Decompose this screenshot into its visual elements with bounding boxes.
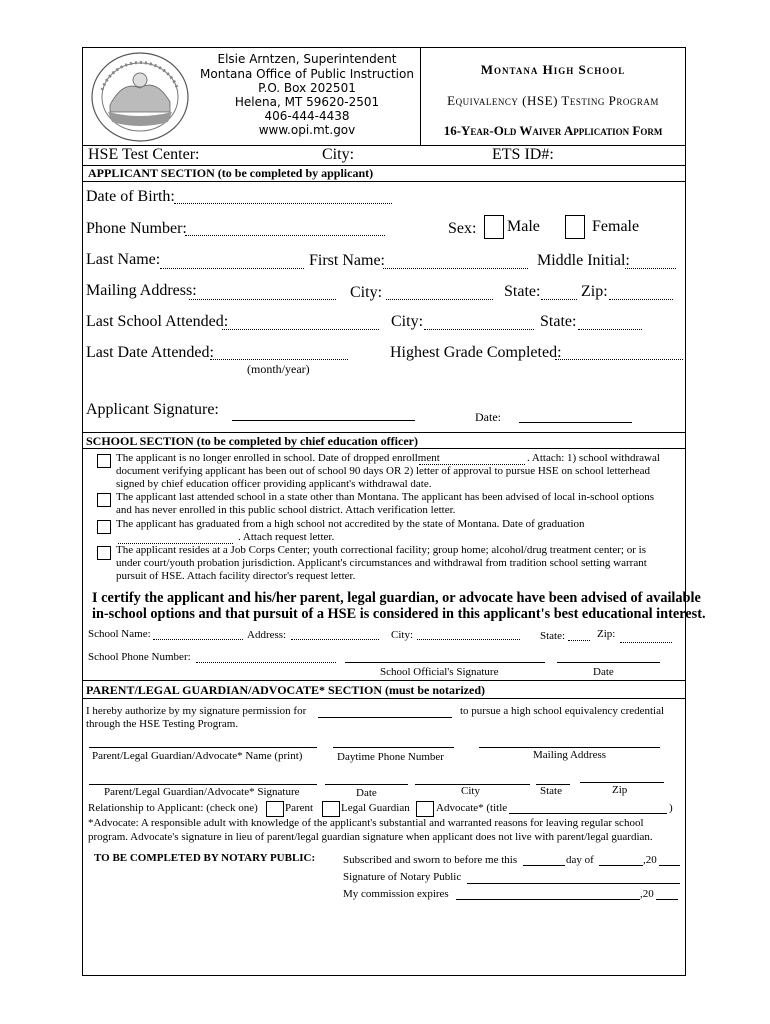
test-center-city-label: City:: [322, 146, 355, 163]
relationship-advocate-checkbox[interactable]: [416, 801, 434, 817]
school-name-label: School Name:: [88, 628, 151, 640]
form-title-line3: 16-Year-Old Waiver Application Form: [443, 123, 663, 138]
school-city-label: City:: [391, 313, 424, 330]
office-website: www.opi.mt.gov: [258, 123, 356, 137]
male-label: Male: [507, 218, 540, 235]
last-date-attended-field[interactable]: [210, 359, 348, 360]
parent-signature-caption: Parent/Legal Guardian/Advocate* Signature: [104, 786, 300, 798]
highest-grade-label: Highest Grade Completed:: [390, 344, 562, 361]
last-date-attended-label: Last Date Attended:: [86, 344, 214, 361]
permission-text-b: to pursue a high school equivalency credential: [460, 705, 665, 717]
advocate-title-close: ): [669, 802, 673, 814]
option-dropped-enrollment-checkbox[interactable]: [97, 454, 111, 468]
notary-signature-field[interactable]: [467, 883, 680, 884]
school-section-heading: SCHOOL SECTION (to be completed by chief education officer): [86, 434, 418, 448]
notary-sworn-text-b: day of: [566, 854, 594, 866]
option1-text-c: document verifying applicant has been out of school 90 days OR 2) letter of approval to pursue HSE on school letterhead: [116, 465, 650, 477]
notary-expires-label: My commission expires: [343, 888, 449, 900]
school-city-field[interactable]: [424, 329, 534, 330]
permission-text-a: I hereby authorize by my signature permission for: [86, 705, 307, 717]
po-box: P.O. Box 202501: [258, 81, 356, 95]
middle-initial-label: Middle Initial:: [537, 252, 630, 269]
permission-student-name-field[interactable]: [318, 717, 452, 718]
official-signature-field[interactable]: [345, 662, 545, 663]
official-signature-caption: School Official's Signature: [380, 666, 499, 678]
mailing-address-label: Mailing Address:: [86, 282, 197, 299]
female-checkbox[interactable]: [565, 215, 585, 239]
option4-text-a: The applicant resides at a Job Corps Center; youth correctional facility; group home; alcohol/drug treatment center; or is: [116, 544, 646, 556]
applicant-signature-label: Applicant Signature:: [86, 401, 219, 418]
sex-label: Sex:: [448, 220, 477, 237]
option4-text-b: under court/youth probation jurisdiction. Applicant's circumstances and withdrawal from tradition school setting warrant: [116, 557, 647, 569]
advocate-note-line1: *Advocate: A responsible adult with knowledge of the applicant's substantial and warranted reasons for leaving regular school: [88, 817, 644, 829]
parent-name-field[interactable]: [89, 747, 317, 748]
school-state-field2[interactable]: [568, 640, 590, 641]
parent-section-top-rule: [82, 680, 686, 681]
parent-phone-field[interactable]: [333, 747, 454, 748]
parent-phone-caption: Daytime Phone Number: [337, 751, 444, 763]
relationship-advocate-label: Advocate* (title: [436, 802, 508, 814]
applicant-date-field[interactable]: [519, 422, 632, 423]
male-checkbox[interactable]: [484, 215, 504, 239]
middle-initial-field[interactable]: [625, 268, 676, 269]
option-non-accredited-checkbox[interactable]: [97, 520, 111, 534]
parent-address-caption: Mailing Address: [533, 749, 607, 761]
parent-zip-caption: Zip: [612, 784, 628, 796]
superintendent-name: Elsie Arntzen, Superintendent: [217, 52, 397, 66]
female-label: Female: [592, 218, 640, 235]
school-zip-label: Zip:: [597, 628, 616, 640]
applicant-date-label: Date:: [475, 410, 501, 424]
relationship-parent-label: Parent: [285, 802, 314, 814]
phone-number-label: Phone Number:: [86, 220, 187, 237]
parent-heading-rule: [82, 698, 686, 699]
relationship-parent-checkbox[interactable]: [266, 801, 284, 817]
parent-address-field[interactable]: [479, 747, 660, 748]
date-of-birth-label: Date of Birth:: [86, 188, 175, 205]
option3-text-b: . Attach request letter.: [238, 531, 335, 543]
relationship-label: Relationship to Applicant: (check one): [88, 802, 258, 814]
advocate-note-line2: program. Advocate's signature in lieu of parent/legal guardian signature when applicant does not live with parent/legal guardian.: [88, 831, 653, 843]
notary-sworn-text-a: Subscribed and sworn to before me this: [343, 854, 518, 866]
official-date-caption: Date: [593, 666, 614, 678]
permission-text-c: through the HSE Testing Program.: [86, 718, 239, 730]
school-phone-label: School Phone Number:: [88, 651, 191, 663]
school-state-field[interactable]: [578, 329, 642, 330]
option1-text-d: signed by chief education officer providing applicant's withdrawal date.: [116, 478, 432, 490]
mailing-state-field[interactable]: [541, 299, 577, 300]
mailing-zip-field[interactable]: [609, 299, 673, 300]
form-title-line2: Equivalency (HSE) Testing Program: [447, 93, 659, 108]
school-state-label: State:: [540, 313, 577, 330]
mailing-city-field[interactable]: [386, 299, 493, 300]
first-name-label: First Name:: [309, 252, 385, 269]
last-name-field[interactable]: [160, 268, 304, 269]
office-phone: 406-444-4438: [264, 109, 350, 123]
school-phone-field[interactable]: [196, 662, 336, 663]
notary-day-field[interactable]: [523, 865, 565, 866]
mailing-city-label: City:: [350, 284, 383, 301]
school-state-label2: State:: [540, 630, 566, 642]
applicant-section-heading: APPLICANT SECTION (to be completed by applicant): [88, 166, 374, 180]
option1-text-a: The applicant is no longer enrolled in school. Date of dropped enrollment: [116, 452, 440, 464]
option2-text-a: The applicant last attended school in a state other than Montana. The applicant has been advised of local in-school options: [116, 491, 655, 503]
notary-expires-year-label: ,20: [640, 888, 654, 900]
parent-state-caption: State: [540, 785, 562, 797]
school-heading-rule: [82, 448, 686, 449]
school-zip-field[interactable]: [620, 642, 672, 643]
option-other-state-checkbox[interactable]: [97, 493, 111, 507]
relationship-guardian-checkbox[interactable]: [322, 801, 340, 817]
school-name-field[interactable]: [153, 639, 243, 640]
parent-date-field[interactable]: [325, 784, 408, 785]
hse-test-center-label: HSE Test Center:: [88, 146, 200, 163]
state-seal-icon: [88, 50, 193, 145]
office-name: Montana Office of Public Instruction: [200, 67, 414, 81]
notary-expires-year-field[interactable]: [656, 899, 678, 900]
form-title-line1: Montana High School: [480, 62, 626, 77]
parent-zip-field[interactable]: [580, 782, 664, 783]
school-city-field2[interactable]: [417, 639, 520, 640]
notary-heading: TO BE COMPLETED BY NOTARY PUBLIC:: [94, 852, 316, 864]
school-section-top-rule: [82, 432, 686, 433]
date-of-birth-field[interactable]: [174, 203, 392, 204]
parent-signature-field[interactable]: [89, 784, 317, 785]
city-zip: Helena, MT 59620-2501: [234, 95, 380, 109]
notary-year-field[interactable]: [659, 865, 680, 866]
parent-city-caption: City: [461, 785, 480, 797]
notary-signature-label: Signature of Notary Public: [343, 871, 462, 883]
certify-statement-line2: in-school options and that pursuit of a HSE is considered in this applicant's best educational interest.: [92, 606, 706, 622]
parent-date-caption: Date: [356, 787, 377, 799]
month-year-hint: (month/year): [247, 362, 310, 376]
ets-id-label: ETS ID#:: [492, 146, 554, 163]
parent-section-heading: PARENT/LEGAL GUARDIAN/ADVOCATE* SECTION (must be notarized): [86, 683, 486, 697]
highest-grade-field[interactable]: [555, 359, 683, 360]
option4-text-c: pursuit of HSE. Attach facility director's request letter.: [116, 570, 356, 582]
advocate-title-field[interactable]: [509, 813, 667, 814]
certify-statement-line1: I certify the applicant and his/her parent, legal guardian, or advocate have been advised of available: [92, 590, 701, 606]
notary-sworn-text-c: ,20: [643, 854, 657, 866]
notary-month-field[interactable]: [599, 865, 643, 866]
phone-number-field[interactable]: [185, 235, 385, 236]
option2-text-b: and has never enrolled in this public school district. Attach verification letter.: [116, 504, 456, 516]
option1-text-b: . Attach: 1) school withdrawal: [527, 452, 660, 464]
mailing-zip-label: Zip:: [581, 283, 608, 300]
header-divider: [420, 47, 421, 145]
official-date-field[interactable]: [557, 662, 660, 663]
school-city-label2: City:: [391, 629, 414, 641]
applicant-heading-rule: [82, 181, 686, 182]
mailing-state-label: State:: [504, 283, 541, 300]
last-name-label: Last Name:: [86, 251, 161, 268]
option3-text-a: The applicant has graduated from a high school not accredited by the state of Montana. Date of graduation: [116, 518, 585, 530]
parent-name-caption: Parent/Legal Guardian/Advocate* Name (print): [92, 750, 303, 762]
school-address-label: Address:: [247, 629, 287, 641]
relationship-guardian-label: Legal Guardian: [341, 802, 410, 814]
mailing-address-field[interactable]: [189, 299, 336, 300]
applicant-signature-field[interactable]: [232, 420, 415, 421]
option-facility-checkbox[interactable]: [97, 546, 111, 560]
last-school-label: Last School Attended:: [86, 313, 229, 330]
school-address-field[interactable]: [291, 639, 379, 640]
last-school-field[interactable]: [222, 329, 379, 330]
first-name-field[interactable]: [383, 268, 528, 269]
notary-expires-field[interactable]: [456, 899, 640, 900]
